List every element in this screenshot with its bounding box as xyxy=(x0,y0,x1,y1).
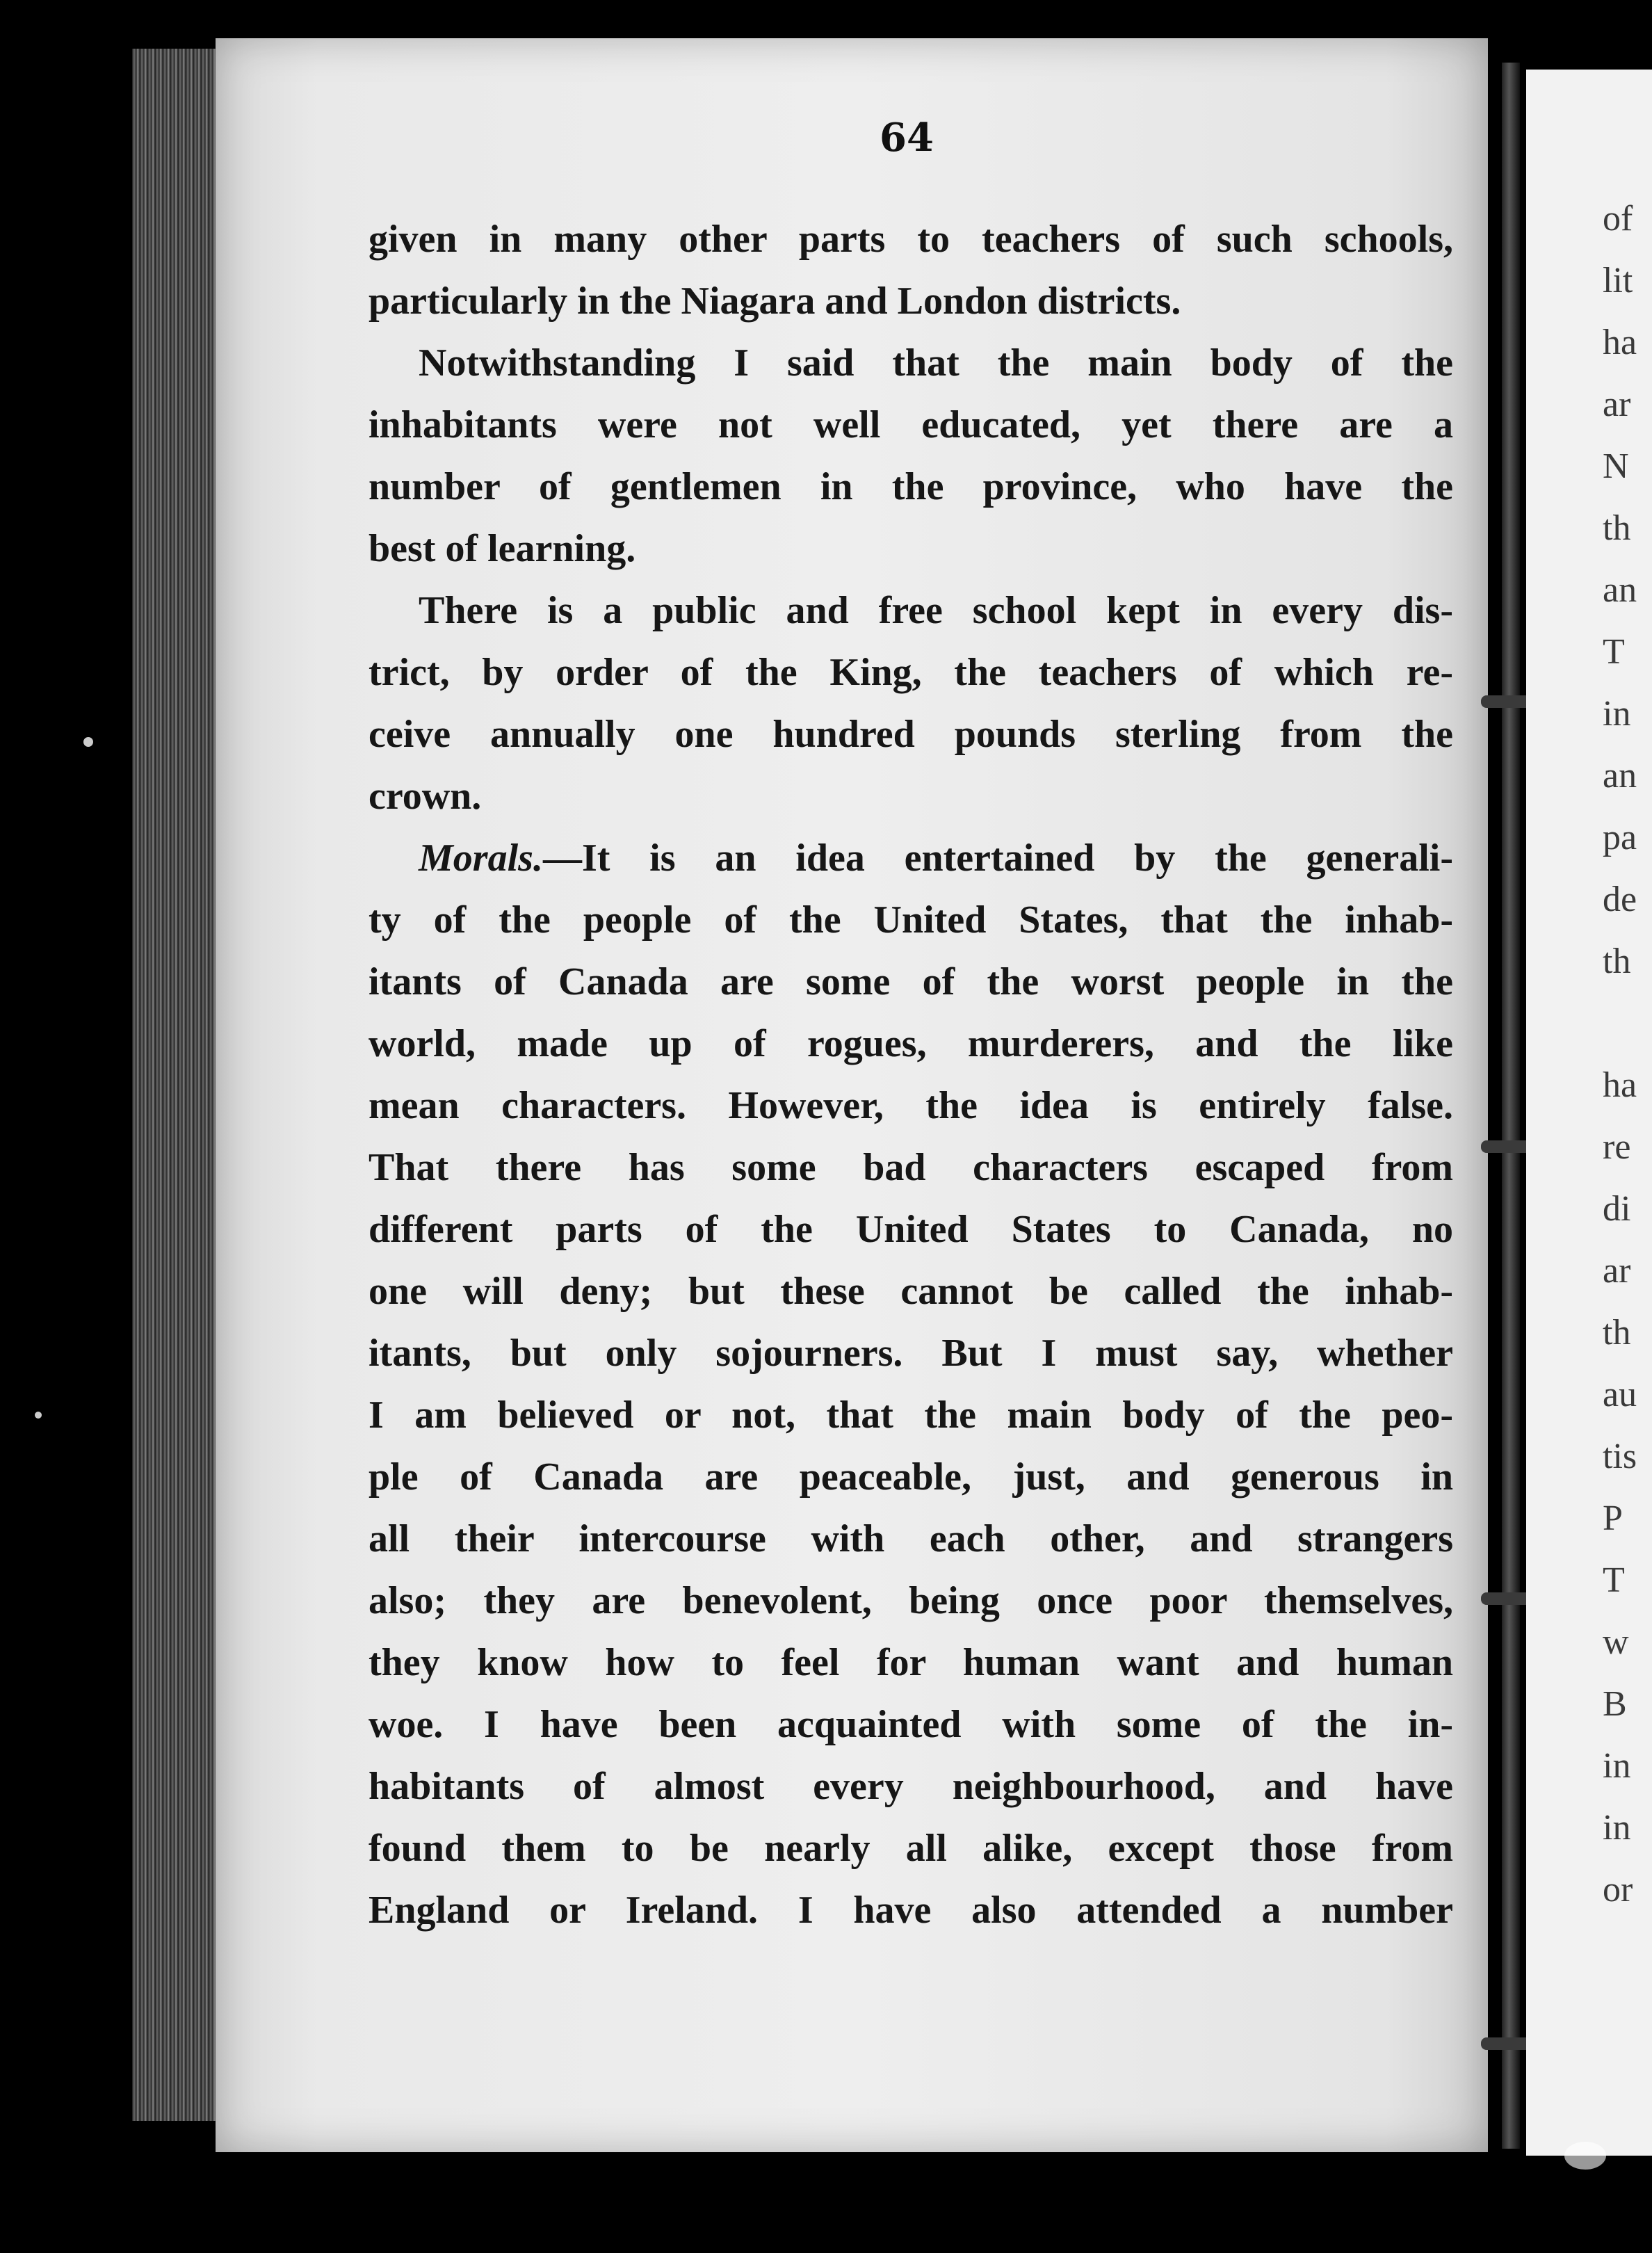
fragment: in xyxy=(1603,694,1631,734)
facing-page-text xyxy=(1603,188,1637,1921)
text-line: given in many other parts to teachers of such schools, xyxy=(369,218,1453,261)
scan-speck xyxy=(35,1412,42,1419)
fragment: w xyxy=(1603,1622,1629,1662)
text-line xyxy=(369,827,1453,889)
text-line: Notwithstanding I said that the main body of the xyxy=(419,341,1453,385)
text-line: found them to be nearly all alike, except those from xyxy=(369,1827,1453,1870)
text-line: habitants of almost every neighbourhood, and have xyxy=(369,1765,1453,1808)
fragment: di xyxy=(1603,1189,1631,1229)
fragment: ar xyxy=(1603,385,1631,424)
text-line: That there has some bad characters escaped from xyxy=(369,1146,1453,1189)
fragment: pa xyxy=(1603,818,1637,857)
fragment: or xyxy=(1603,1870,1633,1909)
text-line: particularly in the Niagara and London districts. xyxy=(369,280,1181,323)
fragment: th xyxy=(1603,508,1631,548)
page-body-text xyxy=(369,209,1453,1941)
text-line: itants, but only sojourners. But I must say, whether xyxy=(369,1332,1453,1375)
fragment: T xyxy=(1603,632,1625,672)
text-line: one will deny; but these cannot be called the inhab- xyxy=(369,1270,1453,1313)
text-line: I am believed or not, that the main body of the peo- xyxy=(369,1394,1453,1437)
scan-speck xyxy=(83,737,93,747)
fragment xyxy=(1603,992,1637,1054)
text-line: England or Ireland. I have also attended a number xyxy=(369,1889,1453,1932)
paragraph xyxy=(369,209,1453,332)
text-line: world, made up of rogues, murderers, and the like xyxy=(369,1022,1453,1065)
fragment: re xyxy=(1603,1127,1631,1167)
fragment: ar xyxy=(1603,1251,1631,1291)
fragment: ha xyxy=(1603,1065,1637,1105)
fragment: th xyxy=(1603,1313,1631,1352)
fragment: T xyxy=(1603,1560,1625,1600)
text-line: inhabitants were not well educated, yet there are a xyxy=(369,403,1453,446)
text-line-rest: —It is an idea entertained by the generali- xyxy=(542,837,1453,880)
fragment: of xyxy=(1603,199,1633,239)
paragraph xyxy=(369,827,1453,1941)
text-line: ty of the people of the United States, that the inhab- xyxy=(369,898,1453,942)
fragment: th xyxy=(1603,942,1631,981)
text-line: also; they are benevolent, being once poor themselves, xyxy=(369,1579,1453,1622)
text-line: ple of Canada are peaceable, just, and generous in xyxy=(369,1455,1453,1499)
text-line: mean characters. However, the idea is entirely false. xyxy=(369,1084,1453,1127)
fragment: an xyxy=(1603,570,1637,610)
page-stack-edges xyxy=(132,49,222,2121)
text-line: number of gentlemen in the province, who have the xyxy=(369,465,1453,508)
fragment: P xyxy=(1603,1499,1623,1538)
text-line: different parts of the United States to Canada, no xyxy=(369,1208,1453,1251)
paragraph xyxy=(369,580,1453,827)
fragment: in xyxy=(1603,1746,1631,1786)
fragment: B xyxy=(1603,1684,1627,1724)
text-line: crown. xyxy=(369,775,482,818)
fragment: N xyxy=(1603,446,1629,486)
fragment: in xyxy=(1603,1808,1631,1848)
text-line: woe. I have been acquainted with some of the in- xyxy=(369,1703,1453,1746)
fragment: tis xyxy=(1603,1437,1637,1476)
fragment: ha xyxy=(1603,323,1637,362)
text-line: trict, by order of the King, the teachers of which re- xyxy=(369,651,1453,694)
fragment: au xyxy=(1603,1375,1637,1414)
scan-speck xyxy=(1564,2142,1606,2170)
text-line: all their intercourse with each other, and strangers xyxy=(369,1517,1453,1560)
paragraph xyxy=(369,332,1453,580)
text-line: There is a public and free school kept in every dis- xyxy=(419,589,1453,632)
text-line: they know how to feel for human want and human xyxy=(369,1641,1453,1684)
fragment: an xyxy=(1603,756,1637,796)
text-line: itants of Canada are some of the worst people in the xyxy=(369,960,1453,1003)
page-number: 64 xyxy=(880,115,934,161)
text-line: best of learning. xyxy=(369,527,636,570)
section-heading: Morals. xyxy=(419,837,543,880)
text-line: ceive annually one hundred pounds sterling from the xyxy=(369,713,1453,756)
binding-gutter xyxy=(1502,63,1520,2149)
fragment: de xyxy=(1603,880,1637,919)
fragment: lit xyxy=(1603,261,1633,300)
